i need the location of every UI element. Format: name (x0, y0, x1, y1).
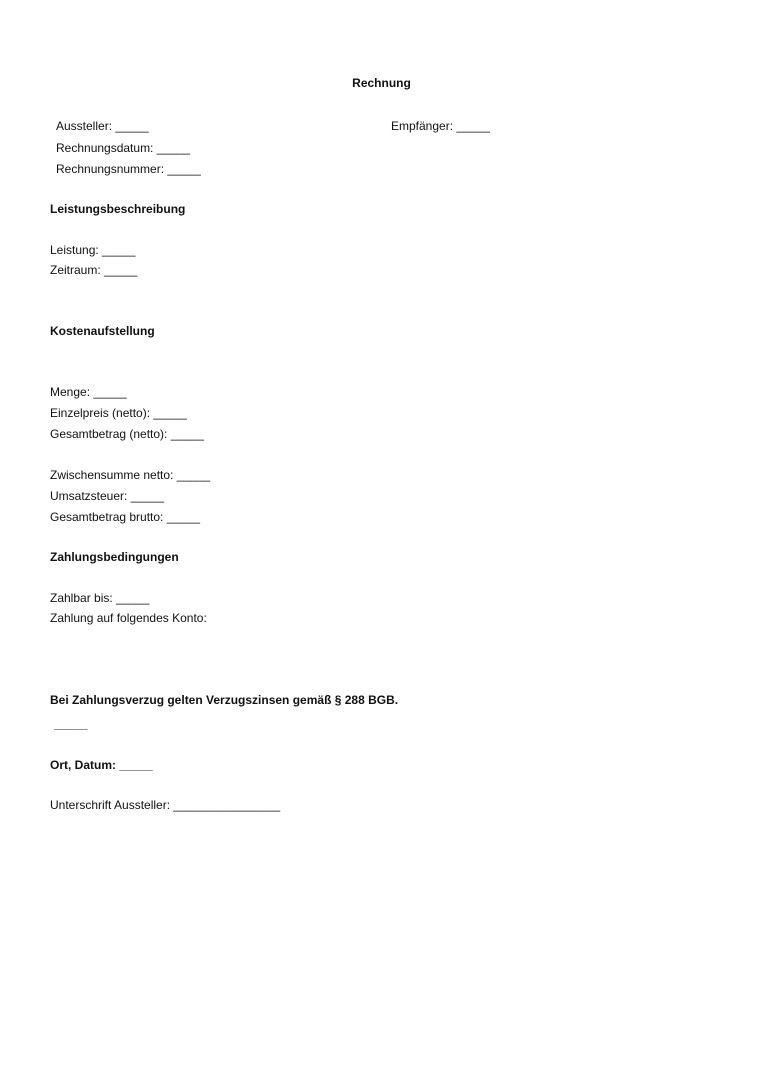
issuer-line: Aussteller: _____ (56, 119, 149, 133)
vat-line: Umsatzsteuer: _____ (50, 489, 165, 503)
recipient-line: Empfänger: _____ (391, 119, 490, 133)
invoice-date-line: Rechnungsdatum: _____ (56, 141, 191, 155)
unit-price-line: Einzelpreis (netto): _____ (50, 406, 187, 420)
subtotal-net-line: Zwischensumme netto: _____ (50, 468, 211, 482)
invoice-number-line: Rechnungsnummer: _____ (56, 162, 201, 176)
signature-line: Unterschrift Aussteller: ________________ (50, 798, 281, 812)
payment-due-line: Zahlbar bis: _____ (50, 591, 150, 605)
blank-line: _____ (54, 717, 88, 731)
total-gross-line: Gesamtbetrag brutto: _____ (50, 510, 201, 524)
service-heading: Leistungsbeschreibung (50, 202, 186, 216)
costs-heading: Kostenaufstellung (50, 324, 155, 338)
quantity-line: Menge: _____ (50, 385, 127, 399)
invoice-title: Rechnung (352, 76, 411, 90)
payment-heading: Zahlungsbedingungen (50, 550, 179, 564)
legal-note: Bei Zahlungsverzug gelten Verzugszinsen gemäß § 288 BGB. (50, 693, 399, 707)
service-line: Leistung: _____ (50, 243, 136, 257)
payment-account-line: Zahlung auf folgendes Konto: (50, 611, 207, 625)
total-net-item-line: Gesamtbetrag (netto): _____ (50, 427, 205, 441)
period-line: Zeitraum: _____ (50, 263, 138, 277)
place-date-line: Ort, Datum: _____ (50, 758, 153, 772)
